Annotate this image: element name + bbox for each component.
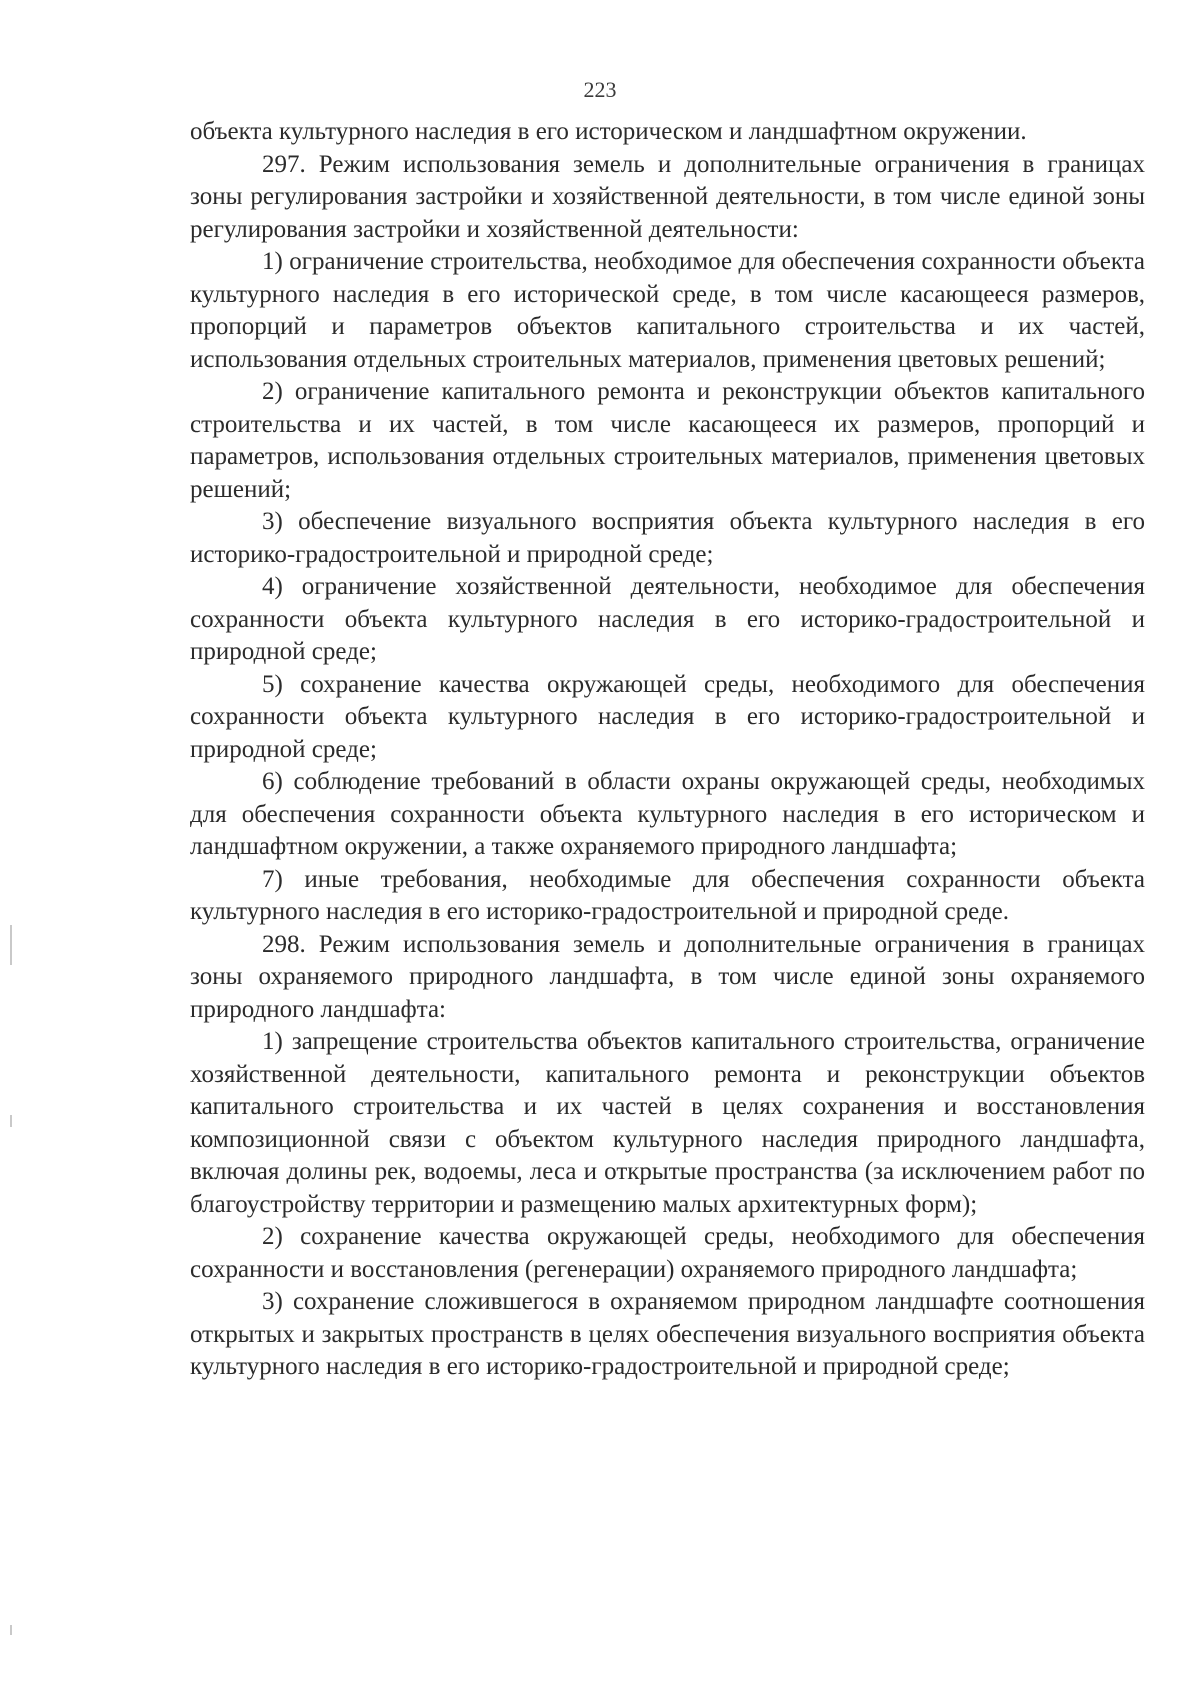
- document-body: [190, 116, 1145, 1384]
- clause-297-item-7: 7) иные требования, необходимые для обеспечения сохранности объекта культурного наследия в его историко-градостроительной и природной среде.: [190, 865, 1145, 925]
- clause-297: 297. Режим использования земель и дополнительные ограничения в границах зоны регулирования застройки и хозяйственной деятельности, в том числе единой зоны регулирования застройки и хозяйственной деятельности:: [190, 150, 1145, 243]
- page-number: 223: [583, 77, 617, 102]
- clause-298-item-1: 1) запрещение строительства объектов капитального строительства, ограничение хозяйственной деятельности, капитального ремонта и реконструкции объектов капитального строительства и их частей в целях сохранения и восстановления композиционной связи с объектом культурного наследия природного ландшафта, включая долины рек, водоемы, леса и открытые пространства (за исключением работ по благоустройству территории и размещению малых архитектурных форм);: [190, 1028, 1145, 1218]
- clause-297-item-5: 5) сохранение качества окружающей среды, необходимого для обеспечения сохранности объекта культурного наследия в его историко-градостроительной и природной среде;: [190, 670, 1145, 763]
- clause-297-item-2: 2) ограничение капитального ремонта и реконструкции объектов капитального строительства и их частей, в том числе касающееся их размеров, пропорций и параметров, использования отдельных строительных материалов, применения цветовых решений;: [190, 378, 1145, 503]
- clause-298-item-2: 2) сохранение качества окружающей среды, необходимого для обеспечения сохранности и восстановления (регенерации) охраняемого природного ландшафта;: [190, 1223, 1145, 1283]
- scan-artifact-mark: [10, 1115, 12, 1127]
- paragraph-continuation: объекта культурного наследия в его историческом и ландшафтном окружении.: [190, 118, 1027, 145]
- clause-298-item-3: 3) сохранение сложившегося в охраняемом природном ландшафте соотношения открытых и закрытых пространств в целях обеспечения визуального восприятия объекта культурного наследия в его историко-градостроительной и природной среде;: [190, 1288, 1145, 1380]
- clause-297-item-3: 3) обеспечение визуального восприятия объекта культурного наследия в его историко-градостроительной и природной среде;: [190, 508, 1145, 568]
- scan-artifact-mark: [10, 925, 12, 965]
- clause-297-item-4: 4) ограничение хозяйственной деятельности, необходимое для обеспечения сохранности объекта культурного наследия в его историко-градостроительной и природной среде;: [190, 573, 1145, 665]
- scan-artifact-mark: [10, 1625, 12, 1635]
- clause-297-item-1: 1) ограничение строительства, необходимое для обеспечения сохранности объекта культурного наследия в его исторической среде, в том числе касающееся размеров, пропорций и параметров объектов капитального строительства и их частей, использования отдельных строительных материалов, применения цветовых решений;: [190, 248, 1145, 373]
- clause-297-item-6: 6) соблюдение требований в области охраны окружающей среды, необходимых для обеспечения сохранности объекта культурного наследия в его историческом и ландшафтном окружении, а также охраняемого природного ландшафта;: [190, 768, 1145, 860]
- clause-298: 298. Режим использования земель и дополнительные ограничения в границах зоны охраняемого природного ландшафта, в том числе единой зоны охраняемого природного ландшафта:: [190, 930, 1145, 1023]
